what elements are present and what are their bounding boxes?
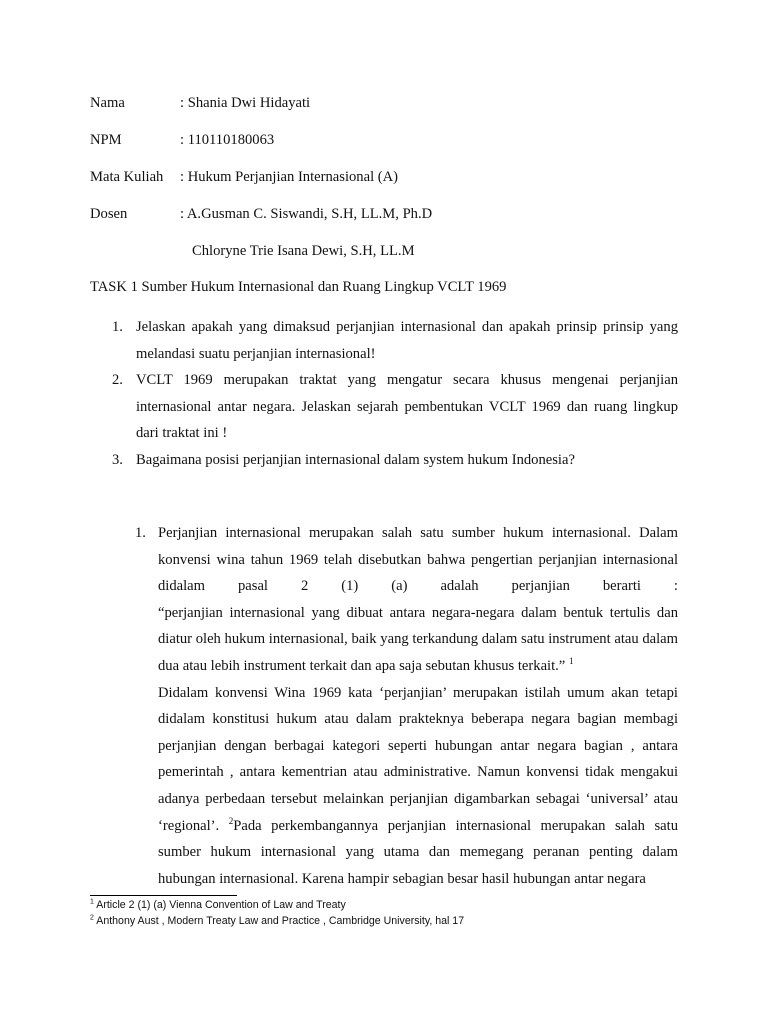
footnote-number: 2 [90,914,94,922]
question-item [90,447,678,474]
footnote-text: Anthony Aust , Modern Treaty Law and Practice , Cambridge University, hal 17 [96,915,465,927]
header-label: Mata Kuliah [90,169,164,185]
question-list [90,314,678,473]
answer-item [135,520,678,892]
footnote-number: 1 [90,898,94,906]
header-row-nama [90,93,310,113]
header-label: NPM [90,132,122,148]
header-row-dosen [90,204,432,224]
header-row-mata-kuliah [90,167,398,187]
footnote-ref: 1 [568,656,574,667]
question-number: 1. [112,319,123,335]
footnote [90,914,464,928]
question-text: Jelaskan apakah yang dimaksud perjanjian internasional dan apakah prinsip prinsip yang melandasi suatu perjanjian internasional! [136,319,678,362]
question-text: Bagaimana posisi perjanjian internasional dalam system hukum Indonesia? [136,451,575,468]
question-item [90,314,678,367]
paragraph-text: Pada perkembangannya perjanjian internasional merupakan salah satu sumber hukum internasional yang utama dan memegang peranan penting dalam hubungan internasional. Karena hampir sebagian besar hasil hubungan antar negara [158,817,678,887]
question-number: 2. [112,372,123,388]
header-value: : 110110180063 [180,132,275,148]
header-value: : A.Gusman C. Siswandi, S.H, LL.M, Ph.D [180,206,433,222]
quote-text: “perjanjian internasional yang dibuat antara negara-negara dalam bentuk tertulis dan diatur oleh hukum internasional, baik yang terkandung dalam satu instrument atau dalam dua atau lebih instrument terkait dan apa saja sebutan khusus terkait.” [158,604,678,674]
question-number: 3. [112,451,123,468]
footnote-text: Article 2 (1) (a) Vienna Convention of Law and Treaty [96,899,346,911]
header-value: : Hukum Perjanjian Internasional (A) [180,169,399,185]
answer-quote [158,600,678,680]
answer-intro: Perjanjian internasional merupakan salah satu sumber hukum internasional. Dalam konvensi wina tahun 1969 telah disebutkan bahwa pengertian perjanjian internasional didalam pasal 2 (1) (a) adalah perjanjian berarti : [158,525,678,595]
header-row-npm [90,130,274,150]
footnote-separator [90,895,237,896]
task-title: TASK 1 Sumber Hukum Internasional dan Ruang Lingkup VCLT 1969 [90,279,507,295]
answer-paragraph [158,680,678,893]
paragraph-text: Didalam konvensi Wina 1969 kata ‘perjanjian’ merupakan istilah umum akan tetapi didalam konstitusi hukum atau dalam prakteknya beberapa negara bagian membagi perjanjian dengan berbagai kategori seperti hubungan antar negara bagian , antara pemerintah , antara kementrian atau administrative. Namun konvensi tidak mengakui adanya perbedaan tersebut melainkan perjanjian digambarkan sebagai ‘universal’ atau ‘regional’. [158,684,678,834]
header-second-lecturer: Chloryne Trie Isana Dewi, S.H, LL.M [192,243,415,259]
answer-body [158,520,678,892]
answer-number: 1. [135,525,146,541]
footnote [90,898,346,912]
header-label: Nama [90,95,125,111]
answer-section [135,520,678,892]
header-value: : Shania Dwi Hidayati [180,95,311,111]
footnote-ref: 2 [228,815,234,826]
header-label: Dosen [90,206,128,222]
question-text: VCLT 1969 merupakan traktat yang mengatur secara khusus mengenai perjanjian internasional antar negara. Jelaskan sejarah pembentukan VCLT 1969 dan ruang lingkup dari traktat ini ! [136,372,678,441]
question-item [90,367,678,447]
